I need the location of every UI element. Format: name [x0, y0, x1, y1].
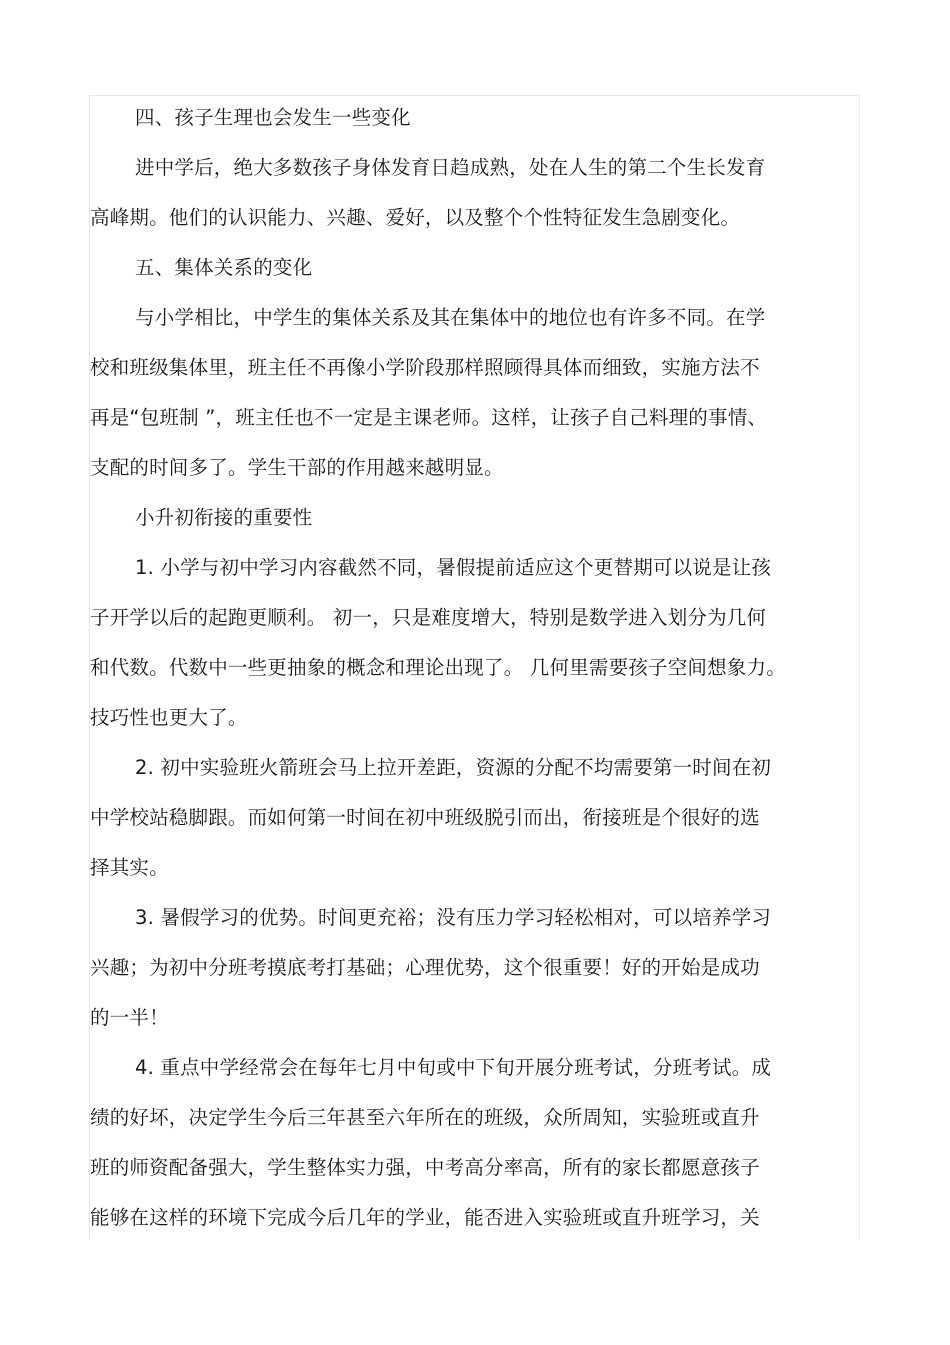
paragraph-line: 高峰期。他们的认识能力、兴趣、爱好，以及整个个性特征发生急剧变化。 — [90, 206, 741, 229]
list-item-4-line: 4. 重点中学经常会在每年七月中旬或中下旬开展分班考试，分班考试。成 — [135, 1056, 772, 1079]
list-item-1-line: 1. 小学与初中学习内容截然不同，暑假提前适应这个更替期可以说是让孩 — [135, 556, 772, 579]
section-heading-physiology: 四、孩子生理也会发生一些变化 — [135, 106, 411, 129]
paragraph-line: 再是“包班制 ”，班主任也不一定是主课老师。这样，让孩子自己料理的事情、 — [90, 406, 768, 429]
list-item-3-line: 的一半！ — [90, 1006, 169, 1029]
list-item-2-line: 中学校站稳脚跟。而如何第一时间在初中班级脱引而出，衔接班是个很好的选 — [90, 806, 760, 829]
list-item-3-line: 兴趣；为初中分班考摸底考打基础；心理优势，这个很重要！好的开始是成功 — [90, 956, 760, 979]
section-heading-importance: 小升初衔接的重要性 — [135, 506, 313, 529]
list-item-1-line: 技巧性也更大了。 — [90, 706, 248, 729]
paragraph-line: 进中学后，绝大多数孩子身体发育日趋成熟，处在人生的第二个生长发育 — [135, 156, 766, 179]
list-item-2-line: 择其实。 — [90, 856, 169, 879]
list-item-4-line: 班的师资配备强大，学生整体实力强，中考高分率高，所有的家长都愿意孩子 — [90, 1156, 760, 1179]
list-item-2-line: 2. 初中实验班火箭班会马上拉开差距，资源的分配不均需要第一时间在初 — [135, 756, 772, 779]
list-item-1-line: 子开学以后的起跑更顺利。 初一，只是难度增大，特别是数学进入划分为几何 — [90, 606, 767, 629]
section-heading-collective: 五、集体关系的变化 — [135, 256, 313, 279]
paragraph-line: 与小学相比，中学生的集体关系及其在集体中的地位也有许多不同。在学 — [135, 306, 766, 329]
paragraph-line: 校和班级集体里，班主任不再像小学阶段那样照顾得具体而细致，实施方法不 — [90, 356, 760, 379]
paragraph-line: 支配的时间多了。学生干部的作用越来越明显。 — [90, 456, 504, 479]
list-item-1-line: 和代数。代数中一些更抽象的概念和理论出现了。 几何里需要孩子空间想象力。 — [90, 656, 786, 679]
list-item-4-line: 绩的好坏，决定学生今后三年甚至六年所在的班级，众所周知，实验班或直升 — [90, 1106, 760, 1129]
list-item-4-line: 能够在这样的环境下完成今后几年的学业，能否进入实验班或直升班学习，关 — [90, 1206, 760, 1229]
list-item-3-line: 3. 暑假学习的优势。时间更充裕；没有压力学习轻松相对，可以培养学习 — [135, 906, 772, 929]
